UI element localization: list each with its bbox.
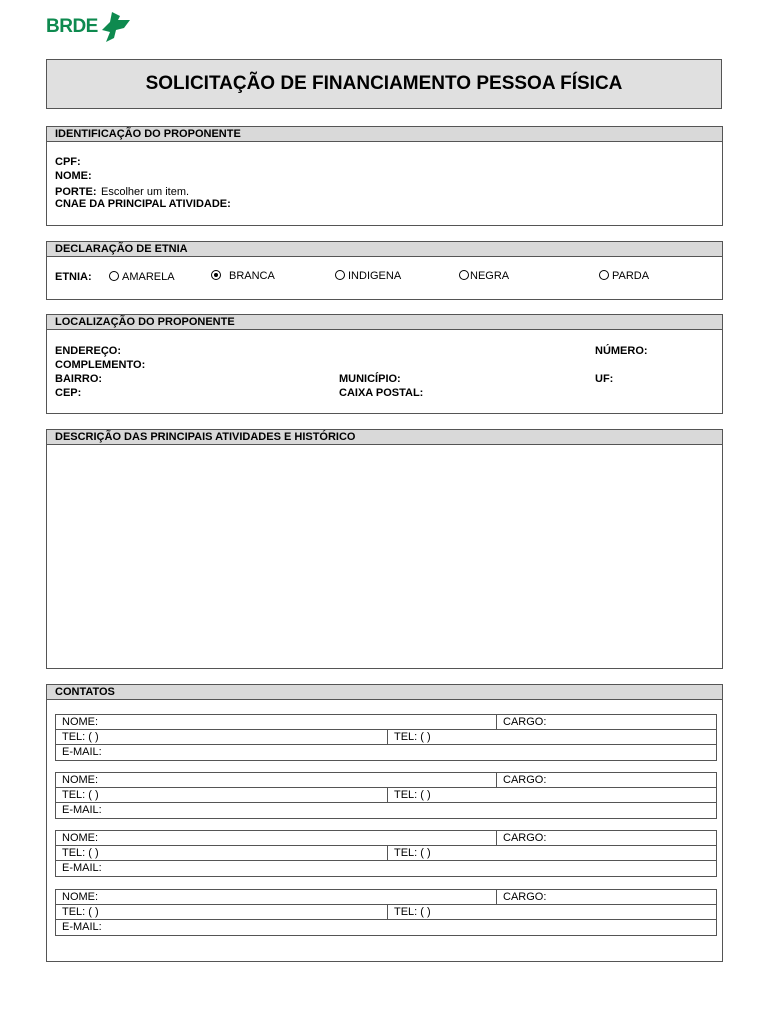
radio-circle-icon[interactable] xyxy=(109,271,119,281)
contact-email-label[interactable]: E-MAIL: xyxy=(62,862,102,874)
contact-tel2-label[interactable]: TEL: ( ) xyxy=(394,789,431,801)
porte-dropdown-value[interactable]: Escolher um item. xyxy=(101,186,190,198)
complemento-label: COMPLEMENTO: xyxy=(55,359,146,371)
contact-row-email xyxy=(56,745,716,760)
radio-indigena[interactable] xyxy=(335,270,401,283)
contact-tel1-label[interactable]: TEL: ( ) xyxy=(62,906,99,918)
radio-negra[interactable] xyxy=(459,270,509,283)
contact-cargo-label[interactable]: CARGO: xyxy=(503,891,547,903)
porte-field[interactable] xyxy=(55,184,189,199)
radio-label: INDIGENA xyxy=(348,270,402,282)
cpf-label: CPF: xyxy=(55,156,81,168)
section-identificacao xyxy=(46,126,723,226)
radio-label: AMARELA xyxy=(122,271,175,283)
contact-row-tel xyxy=(56,730,716,745)
section-header-etnia: DECLARAÇÃO DE ETNIA xyxy=(47,242,722,257)
caixa-postal-label: CAIXA POSTAL: xyxy=(339,387,424,399)
brde-logo xyxy=(46,10,134,44)
logo-arrow-icon xyxy=(100,10,134,44)
section-header-contatos: CONTATOS xyxy=(47,685,722,700)
contact-tel2-label[interactable]: TEL: ( ) xyxy=(394,847,431,859)
contact-tel1-label[interactable]: TEL: ( ) xyxy=(62,789,99,801)
radio-branca[interactable] xyxy=(211,270,275,283)
descricao-text-area[interactable] xyxy=(47,445,722,668)
contact-row-tel xyxy=(56,788,716,803)
contact-cargo-label[interactable]: CARGO: xyxy=(503,716,547,728)
radio-amarela[interactable] xyxy=(109,271,175,284)
contact-tel1-label[interactable]: TEL: ( ) xyxy=(62,731,99,743)
municipio-label: MUNICÍPIO: xyxy=(339,373,401,385)
contact-cargo-label[interactable]: CARGO: xyxy=(503,774,547,786)
contact-row-nome xyxy=(56,715,716,730)
contact-block-2 xyxy=(55,772,717,819)
form-title-box xyxy=(46,59,722,109)
contact-block-4 xyxy=(55,889,717,936)
contact-email-label[interactable]: E-MAIL: xyxy=(62,804,102,816)
contact-email-label[interactable]: E-MAIL: xyxy=(62,921,102,933)
contact-row-tel xyxy=(56,905,716,920)
cnae-label: CNAE DA PRINCIPAL ATIVIDADE: xyxy=(55,198,231,210)
section-header-identificacao: IDENTIFICAÇÃO DO PROPONENTE xyxy=(47,127,722,142)
contact-tel1-label[interactable]: TEL: ( ) xyxy=(62,847,99,859)
section-contatos xyxy=(46,684,723,962)
logo-text: BRDE xyxy=(46,16,98,37)
radio-circle-icon[interactable] xyxy=(459,270,469,280)
endereco-label: ENDEREÇO: xyxy=(55,345,122,357)
section-localizacao xyxy=(46,314,723,414)
contact-row-nome xyxy=(56,890,716,905)
contact-cargo-label[interactable]: CARGO: xyxy=(503,832,547,844)
radio-parda[interactable] xyxy=(599,270,649,283)
numero-label: NÚMERO: xyxy=(595,345,648,357)
contact-block-1 xyxy=(55,714,717,761)
section-etnia xyxy=(46,241,723,300)
radio-circle-icon[interactable] xyxy=(335,270,345,280)
section-header-descricao: DESCRIÇÃO DAS PRINCIPAIS ATIVIDADES E HISTÓRICO xyxy=(47,430,722,445)
radio-label: BRANCA xyxy=(229,270,275,282)
contact-nome-label[interactable]: NOME: xyxy=(62,832,99,844)
contact-block-3 xyxy=(55,830,717,877)
radio-checked-icon[interactable] xyxy=(211,270,221,280)
contact-row-email xyxy=(56,920,716,935)
nome-label: NOME: xyxy=(55,170,92,182)
contact-row-email xyxy=(56,861,716,876)
page-title: SOLICITAÇÃO DE FINANCIAMENTO PESSOA FÍSICA xyxy=(145,73,623,94)
section-header-localizacao: LOCALIZAÇÃO DO PROPONENTE xyxy=(47,315,722,330)
radio-label: NEGRA xyxy=(470,270,510,282)
contact-tel2-label[interactable]: TEL: ( ) xyxy=(394,731,431,743)
contact-nome-label[interactable]: NOME: xyxy=(62,891,99,903)
etnia-label: ETNIA: xyxy=(55,271,92,283)
porte-label: PORTE: xyxy=(55,186,97,198)
cep-label: CEP: xyxy=(55,387,82,399)
bairro-label: BAIRRO: xyxy=(55,373,103,385)
contact-row-tel xyxy=(56,846,716,861)
contact-nome-label[interactable]: NOME: xyxy=(62,716,99,728)
contact-row-email xyxy=(56,803,716,818)
contact-row-nome xyxy=(56,773,716,788)
contact-tel2-label[interactable]: TEL: ( ) xyxy=(394,906,431,918)
contact-email-label[interactable]: E-MAIL: xyxy=(62,746,102,758)
contact-nome-label[interactable]: NOME: xyxy=(62,774,99,786)
radio-circle-icon[interactable] xyxy=(599,270,609,280)
uf-label: UF: xyxy=(595,373,614,385)
radio-label: PARDA xyxy=(612,270,650,282)
section-descricao xyxy=(46,429,723,669)
contact-row-nome xyxy=(56,831,716,846)
